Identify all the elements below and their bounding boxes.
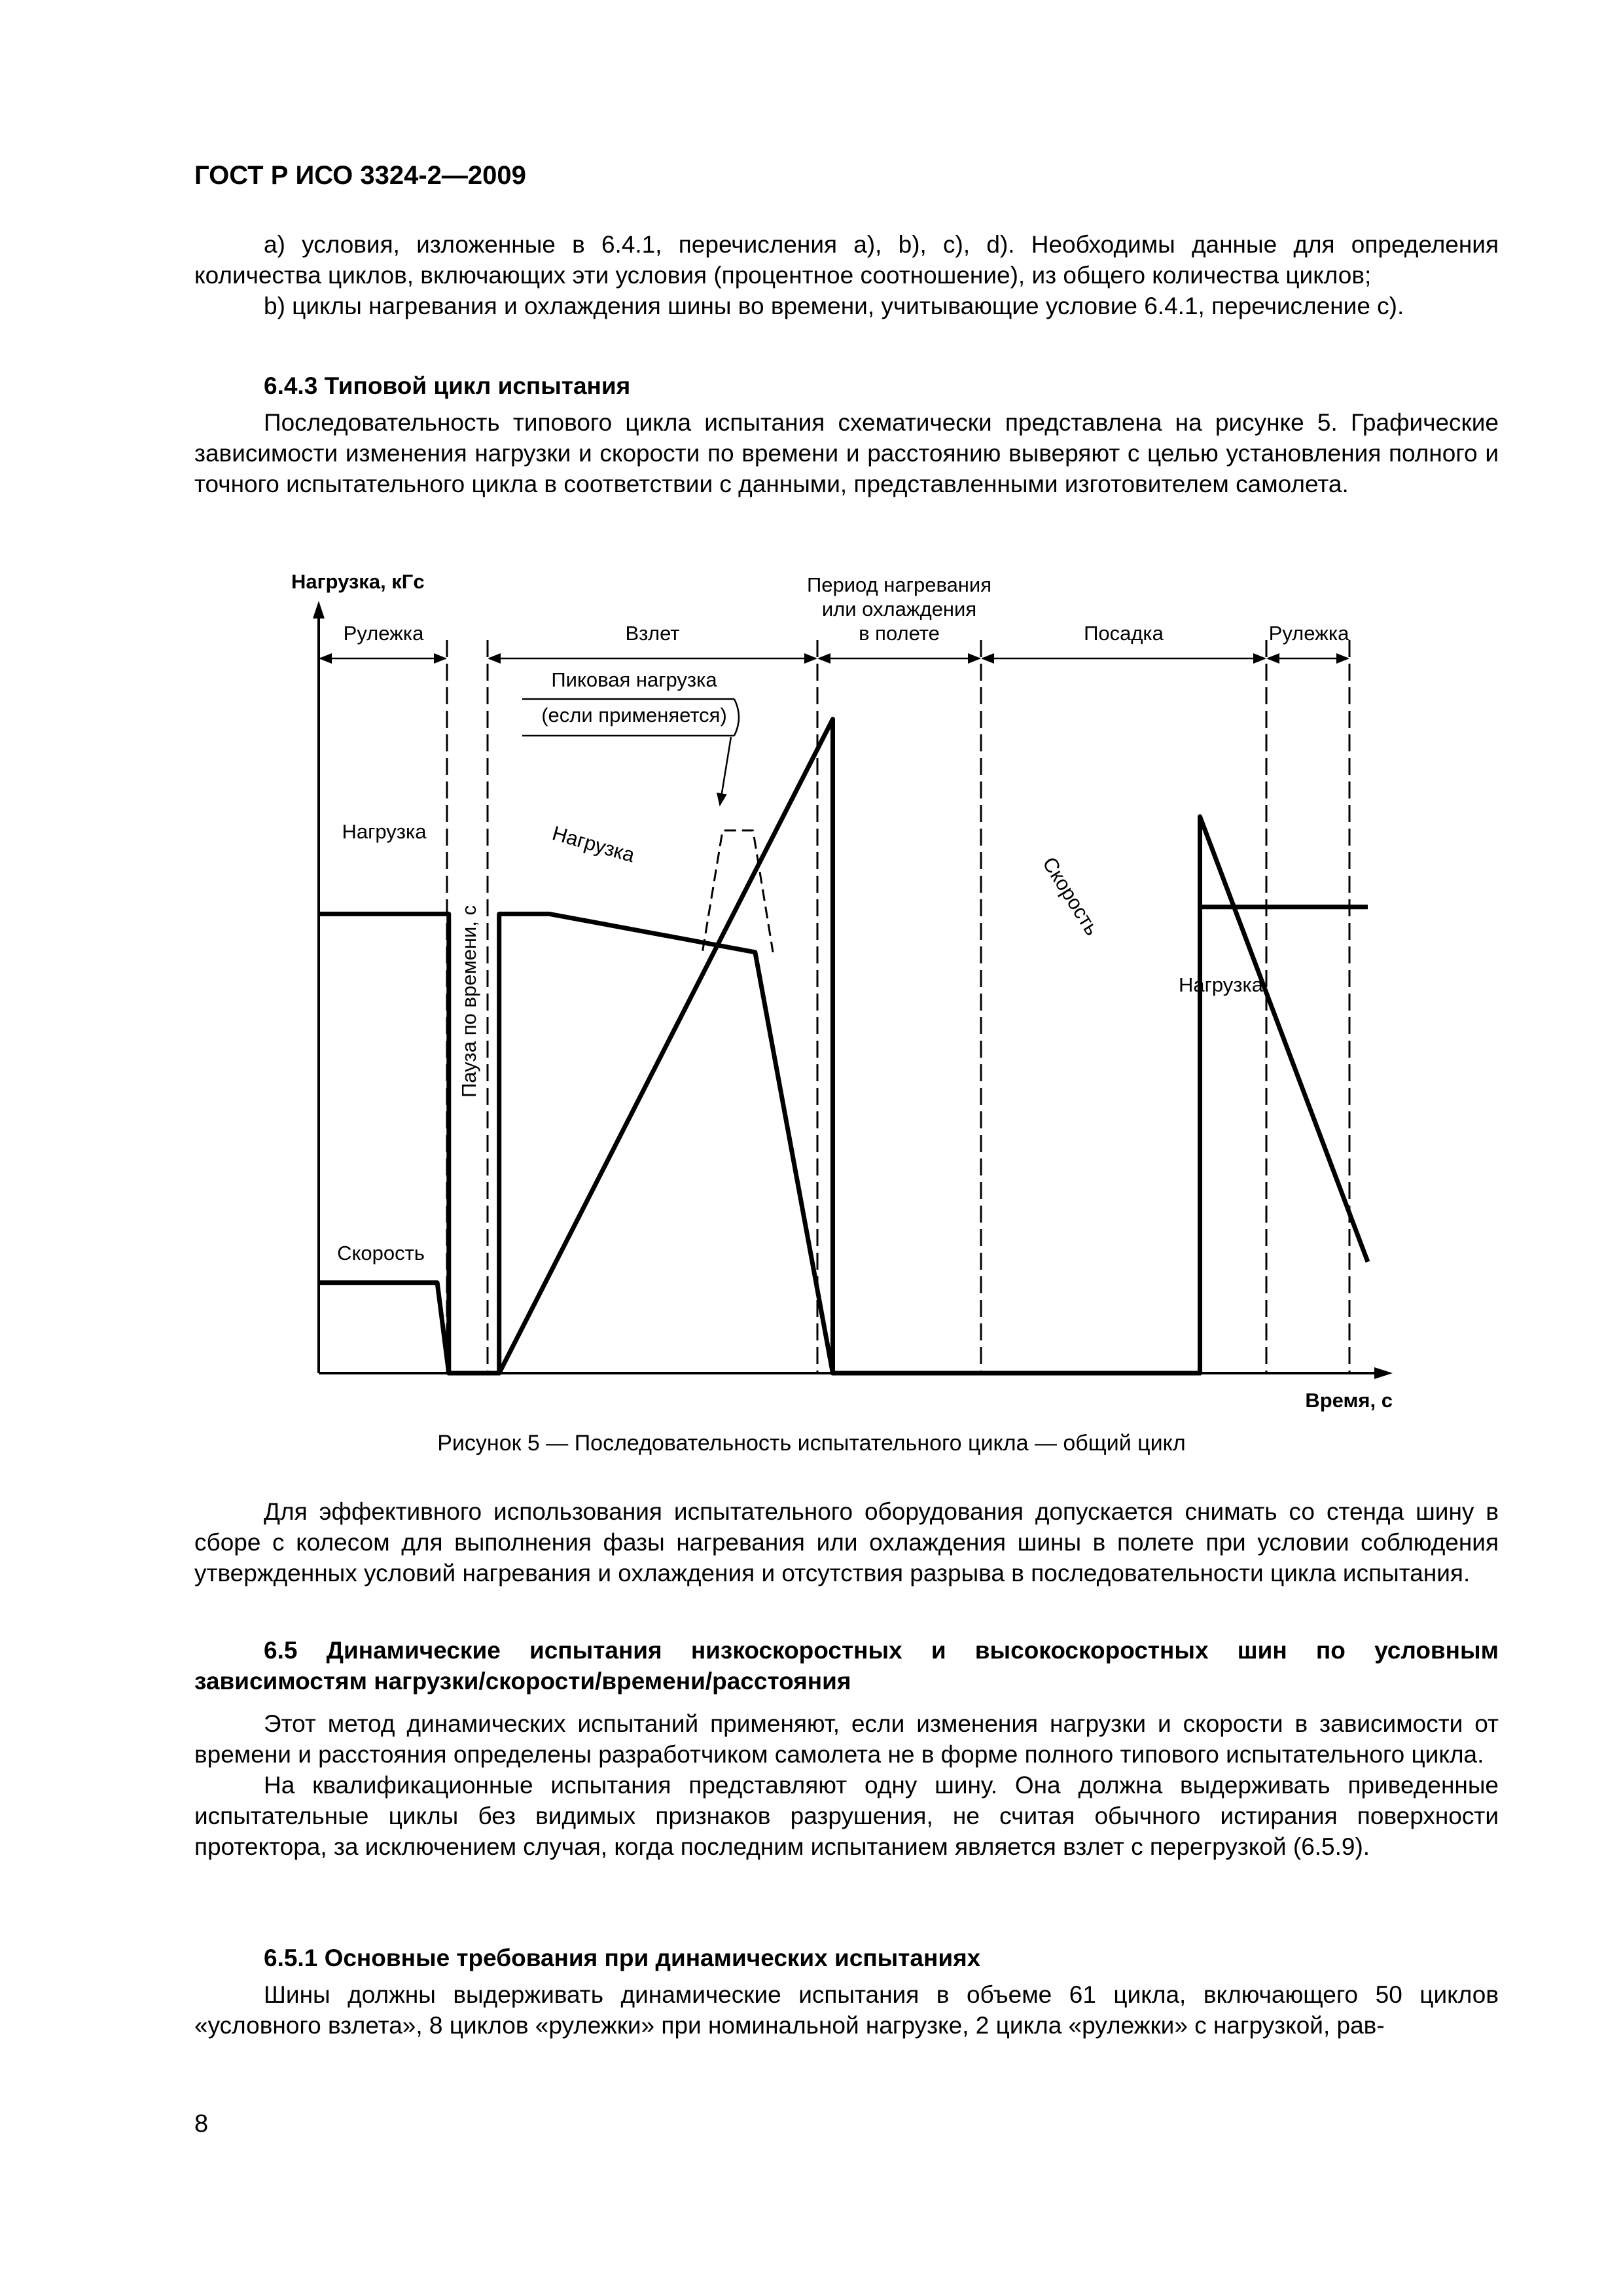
y-axis-label: Нагрузка, кГс <box>291 570 425 593</box>
phase-label-flight-3: в полете <box>859 622 940 645</box>
page-number: 8 <box>194 2110 209 2138</box>
phase-label-flight-1: Период нагревания <box>806 573 992 596</box>
x-axis-label: Время, с <box>1305 1389 1393 1412</box>
section-65-heading <box>194 1635 1499 1696</box>
peak-pointer-arrow <box>720 737 731 805</box>
phase-label-flight-2: или охлаждения <box>821 598 977 620</box>
section-65-paragraph-2: На квалификационные испытания представляют одну шину. Она должна выдерживать приведенные испытательные циклы без видимых признаков разрушения, не считая обычного истирания поверхности протектора, за исключением случая, когда последним испытанием является взлет с перегрузкой (6.5.9). <box>194 1772 1499 1860</box>
intro-item-a: a) условия, изложенные в 6.4.1, перечисления a), b), c), d). Необходимы данные для определения количества циклов, включающих эти условия (процентное соотношение), из общего количества циклов; <box>194 231 1499 289</box>
body-paragraph: Для эффективного использования испытательного оборудования допускается снимать со стенда шину в сборе с колесом для выполнения фазы нагревания или охлаждения шины в полете при условии соблюдения утвержденных условий нагревания и охлаждения и отсутствия разрыва в последовательности цикла испытания. <box>194 1498 1499 1587</box>
section-643-paragraph: Последовательность типового цикла испытания схематически представлена на рисунке 5. Графические зависимости изменения нагрузки и скорости по времени и расстоянию выверяют с целью установления полного и точного испытательного цикла в соответствии с данными, представленными изготовителем самолета. <box>194 409 1499 497</box>
peak-label-line-1: Пиковая нагрузка <box>551 668 717 691</box>
phase-label-takeoff: Взлет <box>625 622 680 645</box>
intro-item-b: b) циклы нагревания и охлаждения шины во времени, учитывающие условие 6.4.1, перечисление с). <box>264 293 1404 319</box>
phase-label-taxi-end: Рулежка <box>1268 622 1349 645</box>
section-65-body <box>194 1708 1499 1862</box>
section-651-title: 6.5.1 Основные требования при динамических испытаниях <box>264 1945 981 1971</box>
section-651-heading <box>194 1943 1499 1973</box>
page-header: ГОСТ Р ИСО 3324-2—2009 <box>194 161 526 190</box>
y-axis-arrow <box>313 601 325 619</box>
figure-caption: Рисунок 5 — Последовательность испытательного цикла — общий цикл <box>437 1431 1186 1456</box>
body-paragraph-block <box>194 1496 1499 1588</box>
peak-bracket-right <box>734 699 739 736</box>
phase-label-taxi-start: Рулежка <box>343 622 424 645</box>
pause-label: Пауза по времени, с <box>457 905 480 1098</box>
side-label-speed: Скорость <box>337 1242 425 1265</box>
side-label-load: Нагрузка <box>342 820 427 843</box>
x-axis-arrow <box>1374 1367 1393 1379</box>
section-651-paragraph: Шины должны выдерживать динамические испытания в объеме 61 цикла, включающего 50 циклов «условного взлета», 8 циклов «рулежки» при номинальной нагрузке, 2 цикла «рулежки» с нагрузкой, рав- <box>194 1981 1499 2039</box>
curve-label-landing-speed: Скорость <box>1038 853 1104 940</box>
peak-label-line-2: (если применяется) <box>541 704 727 726</box>
curve-label-landing-load: Нагрузка <box>1178 973 1263 996</box>
section-65-paragraph-1: Этот метод динамических испытаний применяют, если изменения нагрузки и скорости в зависимости от времени и расстояния определены разработчиком самолета не в форме полного типового испытательного цикла. <box>194 1710 1499 1768</box>
phase-label-landing: Посадка <box>1084 622 1164 645</box>
section-643-title: 6.4.3 Типовой цикл испытания <box>264 372 631 399</box>
section-651-body <box>194 1979 1499 2041</box>
series-line-2 <box>703 831 773 952</box>
section-65-title: 6.5 Динамические испытания низкоскоростных и высокоскоростных шин по условным зависимостям нагрузки/скорости/времени/расстояния <box>194 1637 1499 1695</box>
curve-label-takeoff-load: Нагрузка <box>550 821 637 867</box>
